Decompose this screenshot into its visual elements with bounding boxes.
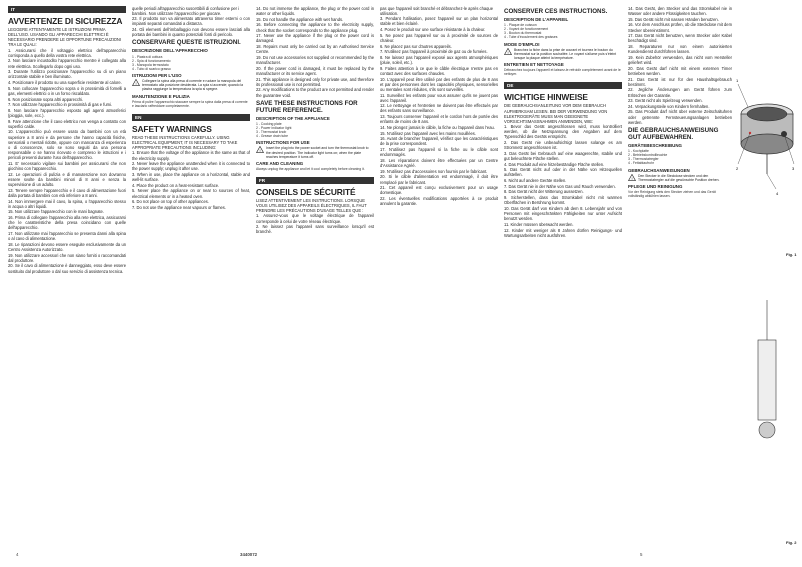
clean-title: MANUTENZIONE E PULIZIA (132, 93, 190, 99)
list-item: 16. Vor dem Anschluss prüfen, ob die Steckdose mit dem Stecker übereinstimmt. (628, 22, 732, 33)
callout-2: 2 (736, 166, 739, 171)
desc-item: 3 - Thermostat knob (256, 130, 287, 135)
use-text: Collegare la spina alla presa di corrente e ruotare la manopola del termostato alla posizione desiderata. La spia si accende; quando la piastra raggiunge la temperatura la spia si spegne. (142, 79, 244, 92)
column-it-2-en (132, 6, 250, 551)
list-item: 7. Non utilizzare l'apparecchio in prossimità di gas e fumi. (8, 102, 113, 108)
save-instructions: DIE GEBRAUCHSANWEISUNG GUT AUFBEWAHREN. (628, 126, 719, 141)
save-instructions: CONSERVER CES INSTRUCTIONS. (504, 8, 608, 15)
list-item: 5. Never place the appliance on or near to sources of heat, electrical elements or in a heated oven. (132, 188, 250, 199)
list-item: 7. Das Gerät nie in der Nähe von Gas und Rauch verwenden. (504, 183, 616, 189)
clean-title: CARE AND CLEANING (256, 160, 304, 166)
appliance-illustration-fig1 (736, 14, 798, 234)
list-item: 12. Le operazioni di pulizia e di manutenzione non dovranno essere svolte da bambini minori di 8 anni e senza la supervisione di un adulto. (8, 171, 126, 188)
list-item: 22. Jegliche Änderungen am Gerät führen zum Erlöschen der Garantie. (628, 87, 732, 98)
list-item: 20. Se il cavo di alimentazione è danneggiato, esso deve essere sostituito dal produttore o dal suo servizio di assistenza tecnica. (8, 263, 126, 274)
lang-tab-it: IT (8, 6, 126, 13)
list-item: 4. Das Produkt auf eine hitzebeständige Fläche stellen. (504, 161, 605, 167)
list-item: 24. Gli elementi dell'imballaggio non devono essere lasciati alla portata dei bambini in quanto potenziali fonti di pericolo. (132, 27, 250, 38)
svg-text:!: ! (135, 81, 137, 87)
list-item: 6. Non posizionate sopra altri apparecchi. (8, 96, 84, 102)
use-text: Den Stecker in die Steckdose stecken und den Thermostatregler auf die gewünschte Position drehen. (638, 173, 720, 182)
list-item: 10. Das Gerät darf von Kindern ab dem 8. Lebensjahr und von Personen mit eingeschränkten Fähigkeiten nur unter Aufsicht benutzt werden. (504, 205, 622, 222)
svg-text:!: ! (507, 49, 509, 55)
list-item: 14. Das Gerät, den Stecker und das Stromkabel nie in Wasser oder andere Flüssigkeiten tauchen. (628, 6, 732, 17)
list-item: 16. Prima di collegare l'apparecchio alla rete elettrica, assicurarsi che le caratteristiche della presa coincidano con quelle dell'apparecchio. (8, 214, 126, 231)
column-en-fr (256, 6, 374, 551)
svg-text:!: ! (259, 148, 261, 154)
list-item: 17. Das Gerät nicht benutzen, wenn Stecker oder Kabel beschädigt sind. (628, 33, 732, 44)
desc-item: 4 - Grease drain tube (256, 134, 289, 139)
section-title-en: SAFETY WARNINGS (132, 123, 212, 134)
section-title: AVVERTENZE DI SICUREZZA (8, 16, 123, 26)
list-item: 3. Durante l'utilizzo posizionare l'apparecchio su di un piano orizzontale stabile e ben illuminato. (8, 69, 126, 80)
list-item: 24. Verpackungsteile von Kindern fernhalten. (628, 103, 710, 109)
intro-text: quelle periodi all'apparecchio suscettibili di confusione per i bambini. Non utilizzare l'apparecchio per giocare. (132, 6, 240, 17)
list-item: 14. Non immergere mai il cavo, la spina, o l'apparecchio stesso in acqua o altri liquidi. (8, 198, 126, 209)
list-item: 4. Posizionare il prodotto su una superficie resistente al calore. (8, 80, 122, 86)
warning-list-fr (256, 213, 374, 234)
desc-list (504, 23, 622, 39)
warning-note (628, 174, 732, 182)
warning-note (132, 79, 250, 91)
warning-triangle-icon (628, 174, 636, 181)
list-item: 15. Non utilizzare l'apparecchio con le mani bagnate. (8, 209, 104, 215)
desc-item: 3 - Bouton du thermostat (504, 31, 542, 36)
list-item: 5. Ne posez pas l'appareil sur ou à proximité de sources de chaleur. (380, 32, 498, 43)
lang-tab-fr: FR (256, 177, 374, 184)
list-item: 18. Reparaturen nur von einem autorisierten Kundendienst durchführen lassen. (628, 44, 732, 55)
intro-text-en: READ THESE INSTRUCTIONS CAREFULLY. USING ELECTRICAL EQUIPMENT, IT IS NECESSARY TO TAKE APPROPRIATE PRECAUTIONS INCLUDING: (132, 134, 238, 151)
fig1-label: Fig. 1 (786, 252, 797, 257)
list-item: 14. Do not immerse the appliance, the plug or the power cord in water or other liquids. (256, 6, 374, 17)
svg-text:!: ! (631, 175, 633, 181)
warning-list (8, 48, 126, 274)
lang-tab-de: DE (504, 82, 622, 89)
list-item: 15. Do not handle the appliance with wet hands. (256, 16, 344, 22)
list-item: 7. Do not use the appliance near vapours or flames. (132, 204, 226, 210)
list-item: 19. N'utilisez pas d'accessoires non fournis par le fabricant. (380, 168, 488, 174)
desc-title: DESCRIPTION DE L'APPAREIL (504, 17, 569, 22)
list-item: 2. Das Gerät nie unbeaufsichtigt lassen solange es am Stromnetz angeschlossen ist. (504, 140, 622, 151)
list-item: 10. L'appareil peut être utilisé par des enfants de plus de 8 ans et par des personnes dont les capacités physiques, sensorielles ou mentales sont réduites, s'ils sont surveillés. (380, 76, 498, 92)
warning-triangle-icon (256, 146, 264, 153)
list-item: 3. Pendant l'utilisation, posez l'appareil sur un plan horizontal stable et bien éclairé. (380, 16, 498, 27)
use-title: ISTRUZIONI PER L'USO (132, 73, 182, 79)
list-item: 25. Das Produkt darf nicht über externe Zeitschaltuhren oder getrennte Fernsteuerungsanlagen betrieben werden. (628, 109, 732, 125)
section-title-fr: CONSEILS DE SÉCURITÉ (256, 187, 356, 198)
list-item: 20. Si le câble d'alimentation est endommagé, il doit être remplacé par le fabricant. (380, 174, 498, 185)
list-item: 2. Ne laissez pas l'appareil sans surveillance lorsqu'il est branché. (256, 224, 374, 235)
list-item: 1. Assicurarsi che il voltaggio elettrico dell'apparecchio corrisponda a quello della vostra rete elettrica. (8, 47, 126, 58)
warning-list (380, 16, 498, 206)
desc-item: 4 - Tube d'écoulement des graisses (504, 35, 558, 40)
warning-list (628, 6, 732, 125)
list-item: 18. Repairs must only be carried out by an Authorised Service Centre. (256, 44, 374, 55)
page-number-left: 4 (16, 552, 19, 557)
desc-item: 4 - Fettablaufrohr (628, 161, 655, 166)
list-item: 2. Never leave the appliance unattended when it is connected to the power supply; unplug it after use. (132, 161, 250, 172)
desc-item: 3 - Thermostatregler (628, 157, 659, 162)
list-item: 12. Kinder mit weniger als 8 Jahren dürfen Reinigungs- und Wartungsarbeiten nicht ausführen. (504, 227, 622, 238)
use-text: Branchez la fiche dans la prise de courant et tournez le bouton du thermostat sur la position souhaitée. Le voyant s'allume puis s'éteint lorsque la plaque atteint la température. (514, 47, 617, 60)
save-instructions: SAVE THESE INSTRUCTIONS FOR FUTURE REFERENCE. (256, 99, 358, 114)
list-item: 21. Das Gerät ist nur für den Haushaltsgebrauch bestimmt. (628, 76, 732, 87)
list-item: 4. Place the product on a heat-resistant surface. (132, 182, 220, 188)
callout-3: 3 (792, 166, 795, 171)
warning-list-de (504, 124, 622, 238)
desc-list (256, 122, 374, 138)
warning-triangle-icon (132, 79, 140, 86)
list-item: 2. Non lasciare incustodito l'apparecchio mentre è collegato alla rete elettrica. Scollegarlo dopo ogni uso. (8, 58, 126, 69)
list-item: 5. Non collocare l'apparecchio sopra o in prossimità di fornelli a gas, elementi elettrici o in un forno riscaldato. (8, 85, 126, 96)
clean-text: Always unplug the appliance and let it cool completely before cleaning it. (256, 166, 365, 171)
desc-item: 1 - Kochplatte (628, 149, 649, 154)
intro-text: pas que l'appareil soit branché et débranchez-le après chaque utilisation. (380, 6, 493, 17)
list-item: 6. Nicht auf andere Geräte stellen. (504, 178, 567, 184)
list-item: 16. Avant de brancher l'appareil, vérifiez que les caractéristiques de la prise correspondent. (380, 136, 498, 147)
list-item: 21. Cet appareil est conçu exclusivement pour un usage domestique. (380, 185, 498, 196)
column-de (628, 6, 732, 551)
list-item: 19. Kein Zubehör verwenden, das nicht vom Hersteller geliefert wird. (628, 54, 732, 66)
document-id: 3440072 (240, 552, 258, 557)
callout-1: 1 (736, 78, 739, 83)
list-item: 19. Non utilizzare accessori che non siano forniti o raccomandati dal produttore. (8, 252, 126, 263)
list-item: 1. Ensure that the voltage of the appliance is the same as that of the electricity supply. (132, 150, 250, 161)
desc-item: 1 - Piastra di cottura (132, 54, 163, 59)
section-title-de: WICHTIGE HINWEISE (504, 92, 588, 103)
list-item: 19. Do not use accessories not supplied or recommended by the manufacturer. (256, 54, 374, 66)
list-item: 22. Les éventuelles modifications apportées à ce produit annulent la garantie. (380, 195, 498, 207)
lang-tab-en: EN (132, 114, 250, 121)
list-item: 8. Non lasciare l'apparecchio esposto agli agenti atmosferici (pioggia, sole, ecc.). (8, 107, 126, 118)
warning-note (504, 48, 622, 60)
list-item: 18. Le riparazioni devono essere eseguite esclusivamente da un Centro Assistenza Autorizzato. (8, 241, 126, 252)
list-item: 11. Kinder müssen überwacht werden. (504, 221, 574, 227)
desc-item: 4 - Tubo di scarico grasso (132, 66, 171, 71)
desc-item: 1 - Cooking plate (256, 121, 282, 126)
list-item: 12. Le nettoyage et l'entretien ne doivent pas être effectués par des enfants sans surveillance. (380, 103, 498, 114)
list-item: 17. N'utilisez pas l'appareil si la fiche ou le câble sont endommagés. (380, 147, 498, 158)
clean-title: PFLEGE UND REINIGUNG (628, 183, 683, 189)
list-item: 9. Fare attenzione che il cavo elettrico non venga a contatto con superfici calde. (8, 118, 126, 129)
list-item: 13. Tenere sempre l'apparecchio e il cavo di alimentazione fuori dalla portata di bambini con età inferiore a 8 anni. (8, 187, 126, 198)
desc-item: 2 - Betriebskontrollleuchte (628, 153, 668, 158)
appliance-illustration-fig2 (736, 280, 798, 480)
desc-title: DESCRIZIONE DELL'APPARECCHIO (132, 48, 208, 54)
list-item: 17. Non utilizzate mai l'apparecchio se presenta danni alla spina o al cavo di alimentazione. (8, 230, 126, 242)
desc-item: 3 - Manopola termostato (132, 62, 169, 67)
list-item: 11. Surveillez les enfants pour vous assurer qu'ils ne jouent pas avec l'appareil. (380, 92, 498, 103)
list-item: 21. This appliance is designed only for private use, and therefore its professional use is not permitted. (256, 76, 374, 87)
desc-item: 2 - Power indicator light (256, 125, 292, 130)
save-instructions: CONSERVARE QUESTE ISTRUZIONI. (132, 39, 241, 47)
list-item: 23. Il prodotto non va alimentato attraverso timer esterni o con impianti separati comandati a distanza. (132, 16, 250, 27)
list-item: 22. Any modifications to the product are not permitted and render the guarantee void. (256, 87, 374, 98)
list-item: 20. Das Gerät darf nicht mit einem externen Timer betrieben werden. (628, 65, 732, 76)
warning-note (256, 146, 374, 158)
list-item: 16. Before connecting the appliance to the electricity supply, check that the socket corresponds to the appliance plug. (256, 22, 374, 33)
desc-title: DESCRIPTION OF THE APPLIANCE (256, 115, 330, 121)
list-item: 8. Das Gerät nicht der Witterung aussetzen. (504, 189, 584, 195)
warning-triangle-icon (504, 48, 512, 55)
column-fr-de (504, 6, 622, 551)
warning-list (256, 6, 374, 98)
intro-text: LEGGERE ATTENTAMENTE LE ISTRUZIONI PRIMA DELL'USO. USANDO GLI APPARECCHI ELETTRICI È NECESSARIO PRENDERE LE OPPORTUNE PRECAUZIONI TRA LE QUALI: (8, 27, 121, 48)
desc-title: GERÄTEBESCHREIBUNG (628, 142, 682, 148)
list-item: 3. Das Gerät bei Gebrauch auf eine waagerechte, stabile und gut beleuchtete Fläche stellen. (504, 150, 622, 162)
desc-list (628, 149, 732, 165)
list-item: 15. Das Gerät nicht mit nassen Händen benutzen. (628, 16, 719, 22)
clean-text: Prima di pulire l'apparecchio staccare sempre la spina dalla presa di corrente e lasciarlo raffreddare completamente. (132, 99, 248, 108)
use-text: Insert the plug into the power socket and turn the thermostat knob to the desired position. The indicator light turns on; when the plate reaches temperature it turns off. (266, 146, 369, 159)
list-item: 8. Ne laissez pas l'appareil exposé aux agents atmosphériques (pluie, soleil, etc.). (380, 54, 498, 66)
desc-list (132, 55, 250, 71)
list-item: 13. Toujours conserver l'appareil et le cordon hors de portée des enfants de moins de 8 ans. (380, 114, 498, 125)
desc-item: 2 - Spia di funzionamento (132, 58, 171, 63)
warning-list (132, 16, 250, 37)
list-item: 9. Faites attention à ce que le câble électrique n'entre pas en contact avec des surfaces chaudes. (380, 65, 498, 76)
list-item: 10. L'apparecchio può essere usato da bambini con un età superiore a 8 anni e da persone che hanno capacità fisiche, sensoriali o mentali ridotte, oppure con mancanza di esperienza o di conoscenze, solo se sono seguiti da una persona responsabile o se hanno ricevuto e compreso le istruzioni e i pericoli presenti durante l'uso dell'apparecchio. (8, 129, 126, 161)
list-item: 6. Ne placez pas sur d'autres appareils. (380, 43, 452, 49)
list-item: 9. Sicherstellen, dass das Stromkabel nicht mit warmen Oberflächen in Berührung kommt. (504, 195, 622, 206)
intro-text-fr: LISEZ ATTENTIVEMENT LES INSTRUCTIONS. LORSQUE VOUS UTILISEZ DES APPAREILS ÉLECTRIQUES, IL FAUT PRENDRE LES PRÉCAUTIONS D'USAGE TELLES QUE : (256, 198, 367, 214)
warning-list-en (132, 150, 250, 210)
list-item: 20. If the power cord is damaged, it must be replaced by the manufacturer or its service agent. (256, 65, 374, 76)
intro-text-de: DIE GEBRAUCHSANLEITUNG VOR DEM GEBRAUCH AUFMERKSAM LESEN. BEI DER VERWENDUNG VON ELEKTROGERÄTE MUSS MAN GEEIGNETE VORSICHTSMASSNAHMEN ANWENDEN, WIE: (504, 103, 608, 124)
list-item: 18. Les réparations doivent être effectuées par un Centre d'Assistance Agréé. (380, 157, 498, 169)
clean-title: ENTRETIEN ET NETTOYAGE (504, 62, 564, 68)
list-item: 3. When in use, place the appliance on a horizontal, stable and well-lit surface. (132, 171, 250, 183)
use-title: GEBRAUCHSANWEISUNGEN (628, 167, 690, 173)
fig2-label: Fig. 2 (786, 540, 797, 545)
page-number-right: 5 (640, 552, 643, 557)
list-item: 15. N'utilisez pas l'appareil avec les mains mouillées. (380, 130, 476, 136)
list-item: 6. Do not place on top of other appliances. (132, 199, 209, 205)
list-item: 5. Das Gerät nicht auf oder in der Nähe von Hitzequellen aufstellen. (504, 167, 622, 178)
list-item: 11. E' necessario vigilare sui bambini per assicurarsi che non giochino con l'apparecchio. (8, 160, 126, 172)
desc-item: 2 - Voyant de fonctionnement (504, 27, 549, 32)
callout-4: 4 (776, 191, 779, 196)
use-title: MODE D'EMPLOI (504, 41, 540, 47)
list-item: 23. Gerät nicht als Spielzeug verwenden. (628, 98, 703, 104)
column-fr (380, 6, 498, 551)
list-item: 1. Bevor das Gerät angeschlossen wird, muss kontrolliert werden, ob die Netzspannung den Angaben auf dem Typenschild des Geräts entspricht. (504, 124, 622, 140)
list-item: 1. Assurez-vous que le voltage électrique de l'appareil corresponde à celui de votre réseau électrique. (256, 213, 374, 224)
list-item: 7. N'utilisez pas l'appareil à proximité de gaz ou de fumées. (380, 49, 488, 55)
desc-item: 1 - Plaque de cuisson (504, 23, 537, 28)
clean-text: Vor der Reinigung stets den Stecker ziehen und das Gerät vollständig abkühlen lassen. (628, 190, 716, 199)
list-item: 14. Ne plongez jamais le câble, la fiche ou l'appareil dans l'eau. (380, 124, 495, 130)
column-it-1 (8, 6, 126, 551)
use-title: INSTRUCTIONS FOR USE (256, 140, 310, 146)
list-item: 4. Posez le produit sur une surface résistante à la chaleur. (380, 27, 486, 33)
list-item: 17. Never use the appliance if the plug or the power cord is damaged. (256, 33, 374, 44)
clean-text: Débranchez toujours l'appareil et laissez-le refroidir complètement avant de le nettoyer. (504, 68, 621, 77)
